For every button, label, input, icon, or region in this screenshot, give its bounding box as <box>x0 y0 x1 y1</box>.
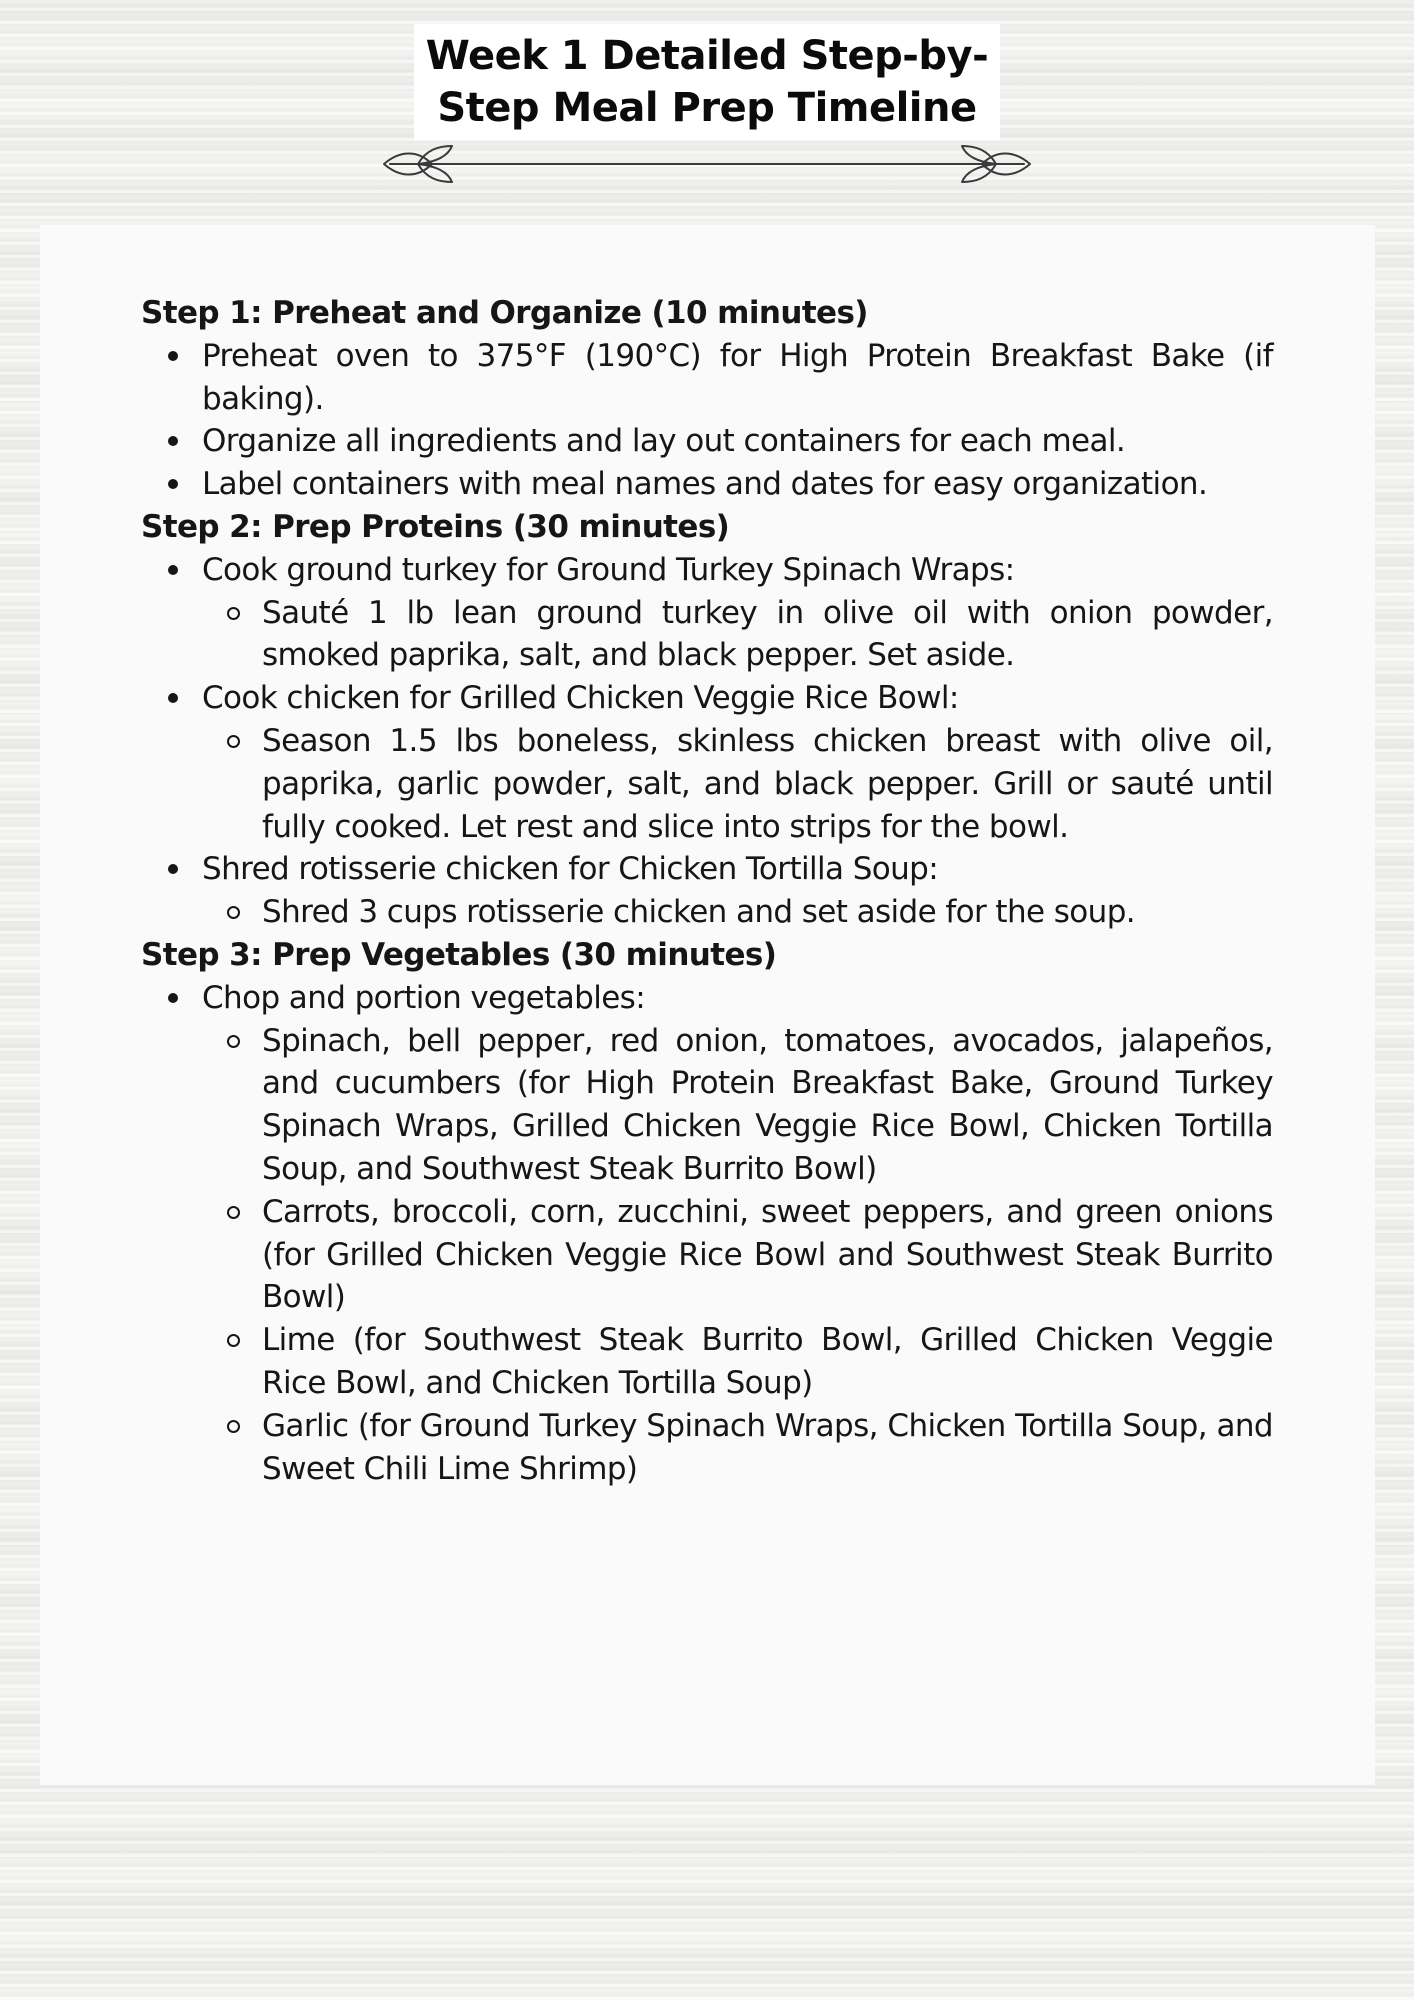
hollow-bullet-icon <box>227 1420 240 1433</box>
list-item <box>141 549 1273 677</box>
sub-list-item-text: Shred 3 cups rotisserie chicken and set aside for the soup. <box>262 894 1136 931</box>
sub-list-item <box>202 891 1273 934</box>
title-box <box>414 24 1000 140</box>
sub-list-item-text: Sauté 1 lb lean ground turkey in olive oil with onion powder, smoked paprika, salt, and black pepper. Set aside. <box>262 594 1273 674</box>
bullet-icon <box>168 693 178 703</box>
hollow-bullet-icon <box>227 1035 240 1048</box>
sub-list <box>141 720 1273 848</box>
page-title-line-2: Step Meal Prep Timeline <box>437 85 977 131</box>
hollow-bullet-icon <box>227 906 240 919</box>
bullet-icon <box>168 993 178 1003</box>
bullet-icon <box>168 436 178 446</box>
sub-list-item <box>202 1020 1273 1191</box>
list-item-text: Shred rotisserie chicken for Chicken Tortilla Soup: <box>202 851 939 888</box>
list-item <box>141 463 1273 506</box>
step-1-list <box>141 335 1273 506</box>
step-3-list <box>141 977 1273 1491</box>
hollow-bullet-icon <box>227 1206 240 1219</box>
list-item <box>141 335 1273 421</box>
list-item <box>141 848 1273 934</box>
step-1 <box>141 292 1273 506</box>
list-item-text: Chop and portion vegetables: <box>202 979 646 1016</box>
bullet-icon <box>168 479 178 489</box>
bullet-icon <box>168 351 178 361</box>
sub-list-item <box>202 592 1273 678</box>
sub-list-item-text: Lime (for Southwest Steak Burrito Bowl, Grilled Chicken Veggie Rice Bowl, and Chicken Tortilla Soup) <box>262 1322 1273 1401</box>
meal-prep-steps <box>141 292 1273 1490</box>
sub-list <box>141 891 1273 934</box>
list-item-text: Label containers with meal names and dates for easy organization. <box>202 466 1208 503</box>
sub-list-item <box>202 1405 1273 1491</box>
list-item-text: Cook chicken for Grilled Chicken Veggie Rice Bowl: <box>202 680 959 717</box>
hollow-bullet-icon <box>227 1334 240 1347</box>
sub-list <box>141 592 1273 678</box>
page-title <box>426 30 988 134</box>
list-item-text: Preheat oven to 375°F (190°C) for High Protein Breakfast Bake (if baking). <box>202 337 1273 417</box>
sub-list <box>141 1020 1273 1491</box>
sub-list-item <box>202 1319 1273 1405</box>
bullet-icon <box>168 864 178 874</box>
step-heading: Step 3: Prep Vegetables (30 minutes) <box>141 936 777 973</box>
sub-list-item <box>202 1191 1273 1319</box>
sub-list-item-text: Spinach, bell pepper, red onion, tomatoes, avocados, jalapeños, and cucumbers (for High Protein Breakfast Bake, Ground Turkey Spinach Wraps, Grilled Chicken Veggie Rice Bowl, Chicken Tortilla Soup, and Southwest Steak Burrito Bowl) <box>262 1022 1273 1187</box>
list-item <box>141 977 1273 1491</box>
step-2 <box>141 506 1273 934</box>
step-heading: Step 1: Preheat and Organize (10 minutes) <box>141 295 868 331</box>
sub-list-item <box>202 720 1273 848</box>
step-3 <box>141 934 1273 1490</box>
list-item <box>141 420 1273 463</box>
page-title-line-1: Week 1 Detailed Step-by- <box>425 33 989 79</box>
list-item-text: Organize all ingredients and lay out containers for each meal. <box>202 423 1126 460</box>
step-heading: Step 2: Prep Proteins (30 minutes) <box>141 508 730 545</box>
sub-list-item-text: Carrots, broccoli, corn, zucchini, sweet peppers, and green onions (for Grilled Chicken Veggie Rice Bowl and Southwest Steak Burrito Bowl) <box>262 1193 1273 1316</box>
step-2-list <box>141 549 1273 934</box>
sub-list-item-text: Season 1.5 lbs boneless, skinless chicken breast with olive oil, paprika, garlic powder, salt, and black pepper. Grill or sauté until fully cooked. Let rest and slice into strips for the bowl. <box>262 722 1273 845</box>
list-item <box>141 677 1273 848</box>
hollow-bullet-icon <box>227 735 240 748</box>
sub-list-item-text: Garlic (for Ground Turkey Spinach Wraps, Chicken Tortilla Soup, and Sweet Chili Lime Shrimp) <box>262 1407 1273 1487</box>
hollow-bullet-icon <box>227 607 240 620</box>
bullet-icon <box>168 565 178 575</box>
list-item-text: Cook ground turkey for Ground Turkey Spinach Wraps: <box>202 551 1015 588</box>
leaf-divider-ornament <box>380 140 1034 186</box>
